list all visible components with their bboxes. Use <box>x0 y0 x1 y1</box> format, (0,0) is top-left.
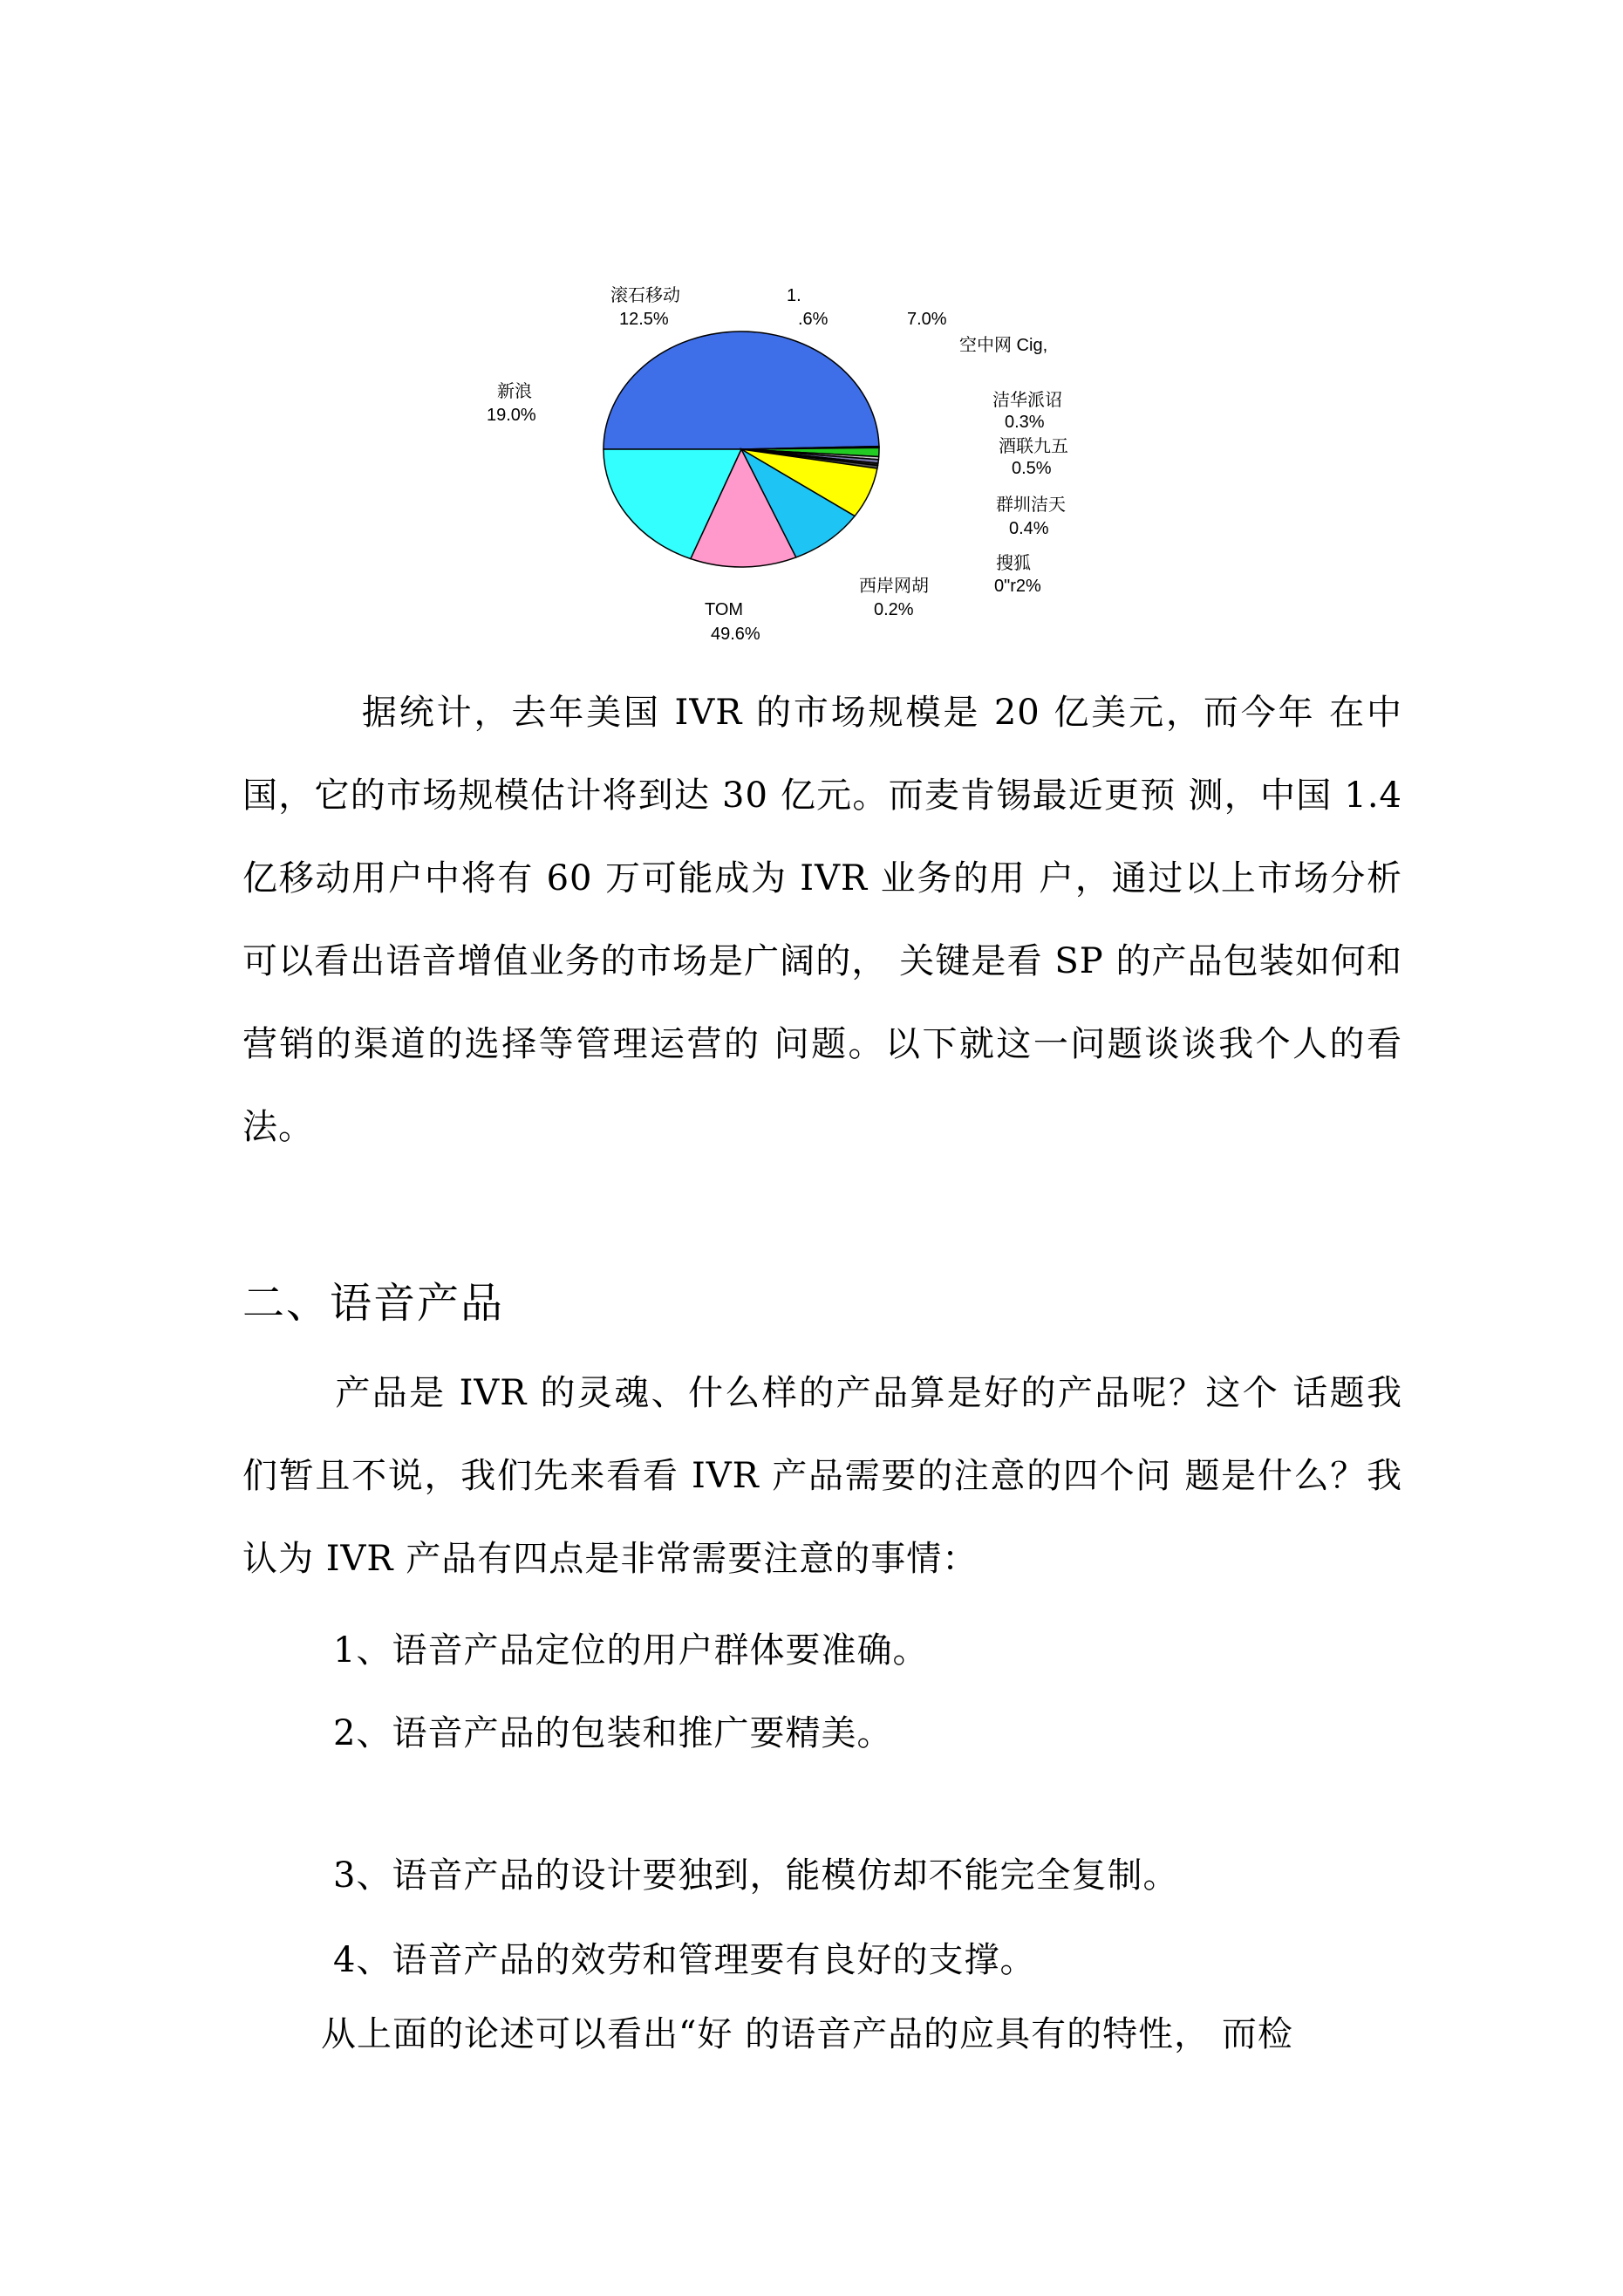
label-jiulian-name: 酒联九五 <box>999 437 1068 456</box>
label-qunzhen-name: 群圳洁天 <box>996 495 1066 515</box>
label-gunshi-name: 滚石移动 <box>610 286 680 305</box>
label-gunshi-value: 12.5% <box>619 310 669 329</box>
label-yellow-value: 7.0% <box>907 310 947 329</box>
list-item-3: 3、语音产品的设计要独到，能模仿却不能完全复制。 <box>333 1855 1179 1896</box>
label-sohu-value: 0"r2% <box>994 577 1041 596</box>
paragraph-product-intro: 产品是 IVR 的灵魂、什么样的产品算是好的产品呢？这个 话题我们暂且不说，我们先来看看 IVR 产品需要的注意的四个问 题是什么？我认为 IVR 产品有四点是非常需要注意的事情： <box>242 1373 1402 1579</box>
label-xian-value: 0.2% <box>874 600 914 619</box>
paragraph-conclusion: 从上面的论述可以看出“好 的语音产品的应具有的特性， 而检 <box>321 2014 1293 2054</box>
label-sohu-name: 搜狐 <box>996 554 1031 573</box>
label-qunzhen-value: 0.4% <box>1009 519 1049 538</box>
label-tom-value: 49.6% <box>711 625 760 644</box>
label-jiehua-value: 0.3% <box>1005 413 1045 432</box>
label-sina-value: 19.0% <box>487 406 536 425</box>
label-stray-2: .6% <box>798 310 829 329</box>
label-kongzhong-name: 空中网 Cig, <box>959 336 1048 355</box>
pie-slices <box>604 331 879 567</box>
label-tom-name: TOM <box>705 600 744 619</box>
list-item-4: 4、语音产品的效劳和管理要有良好的支撑。 <box>333 1940 1036 1980</box>
list-item-1: 1、语音产品定位的用户群体要准确。 <box>333 1630 929 1671</box>
label-jiehua-name: 洁华派诏 <box>992 391 1062 410</box>
label-stray-1: 1. <box>787 286 801 305</box>
pie-slice-0 <box>604 331 879 449</box>
label-sina-name: 新浪 <box>497 382 532 401</box>
label-xian-name: 西岸网胡 <box>859 577 929 596</box>
label-jiulian-value: 0.5% <box>1012 459 1052 478</box>
section-heading: 二、语音产品 <box>242 1279 505 1328</box>
market-share-pie-chart <box>453 262 1081 663</box>
paragraph-market-size: 据统计，去年美国 IVR 的市场规模是 20 亿美元，而今年 在中国，它的市场规模估计将到达 30 亿元。而麦肯锡最近更预 测，中国 1.4 亿移动用户中将有 60 万可能成为 IVR 业务的用 户，通过以上市场分析可以看出语音增值业务的市场是广阔的， 关键是看 SP 的产品包装如何和营销的渠道的选择等管理运营的 问题。以下就这一问题谈谈我个人的看法。 <box>242 693 1402 1147</box>
list-item-2: 2、语音产品的包装和推广要精美。 <box>333 1713 893 1753</box>
